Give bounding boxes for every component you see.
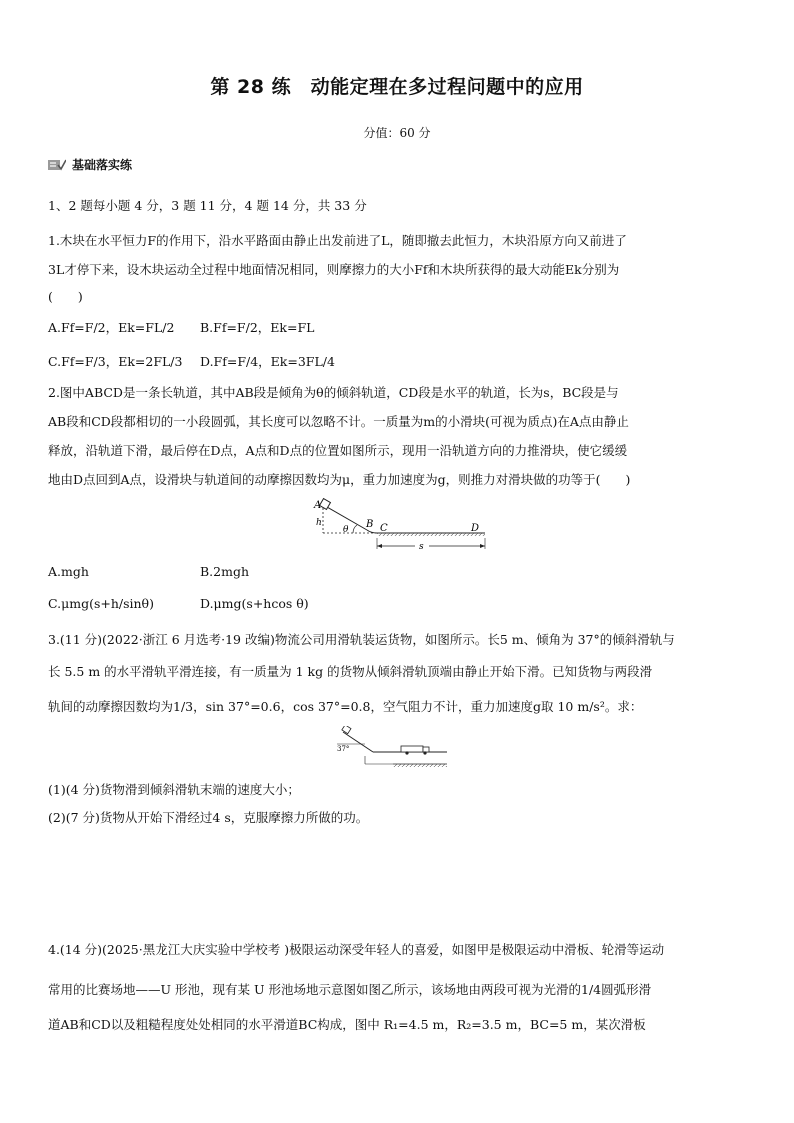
section-title: 基础落实练	[72, 158, 133, 172]
label-c: C	[380, 523, 388, 534]
q3-line3: 轨间的动摩擦因数均为1/3，sin 37°=0.6，cos 37°=0.8，空气阻力不计，重力加速度g取 10 m/s²。求：	[48, 699, 643, 714]
q3-slide-diagram	[335, 726, 455, 770]
q1-option-d: D.Ff=F/4，Ek=3FL/4	[200, 354, 335, 369]
q4-line1: 4.(14 分)(2025·黑龙江大庆实验中学校考 )极限运动深受年轻人的喜爱，如图甲是极限运动中滑板、轮滑等运动	[48, 942, 665, 957]
q1-line1: 1.木块在水平恒力F的作用下，沿水平路面由静止出发前进了L，随即撤去此恒力，木块沿原方向又前进了	[48, 233, 627, 248]
q2-option-b: B.2mgh	[200, 564, 250, 579]
label-h: h	[316, 518, 322, 528]
ground-hatch	[377, 533, 485, 536]
q2-option-c: C.μmg(s+h/sinθ)	[48, 596, 154, 611]
q1-option-a: A.Ff=F/2，Ek=FL/2	[48, 320, 175, 335]
q2-line1: 2.图中ABCD是一条长轨道，其中AB段是倾角为θ的倾斜轨道，CD段是水平的轨道，长为s，BC段是与	[48, 385, 619, 400]
label-s: s	[419, 542, 424, 552]
label-a: A	[314, 500, 322, 511]
q2-track-diagram	[305, 494, 495, 554]
q1-option-b: B.Ff=F/2，Ek=FL	[200, 320, 315, 335]
q2-line3: 释放，沿轨道下滑，最后停在D点，A点和D点的位置如图所示，现用一沿轨道方向的力推滑块，使它缓缓	[48, 443, 628, 458]
q3-sub2: (2)(7 分)货物从开始下滑经过4 s，克服摩擦力所做的功。	[48, 810, 369, 825]
q3-sub1: (1)(4 分)货物滑到倾斜滑轨末端的速度大小；	[48, 782, 300, 797]
label-theta: θ	[343, 525, 349, 535]
q4-line3: 道AB和CD以及粗糙程度处处相同的水平滑道BC构成，图中 R₁=4.5 m，R₂=3.5 m，BC=5 m，某次滑板	[48, 1017, 646, 1032]
q2-line4: 地由D点回到A点，设滑块与轨道间的动摩擦因数均为μ，重力加速度为g，则推力对滑块做的功等于( )	[48, 472, 631, 487]
q3-line1: 3.(11 分)(2022·浙江 6 月选考·19 改编)物流公司用滑轨装运货物，如图所示。长5 m、倾角为 37°的倾斜滑轨与	[48, 632, 675, 647]
label-b: B	[366, 519, 374, 530]
q1-line3: ( )	[48, 289, 83, 304]
page-title: 第 28 练 动能定理在多过程问题中的应用	[210, 76, 584, 98]
angle-label: 37°	[337, 745, 350, 753]
checklist-icon	[48, 159, 66, 171]
truck	[401, 746, 423, 752]
label-d: D	[471, 523, 480, 534]
q2-option-a: A.mgh	[48, 564, 89, 579]
q2-option-d: D.μmg(s+hcos θ)	[200, 596, 309, 611]
q4-line2: 常用的比赛场地——U 形池，现有某 U 形池场地示意图如图乙所示，该场地由两段可视为光滑的1/4圆弧形滑	[48, 982, 652, 997]
angle-arc	[353, 525, 357, 533]
q3-line2: 长 5.5 m 的水平滑轨平滑连接，有一质量为 1 kg 的货物从倾斜滑轨顶端由静止开始下滑。已知货物与两段滑	[48, 664, 653, 679]
score-note: 1、2 题每小题 4 分，3 题 11 分，4 题 14 分，共 33 分	[48, 198, 367, 213]
q1-line2: 3L才停下来，设木块运动全过程中地面情况相同，则摩擦力的大小Ff和木块所获得的最大动能Ek分别为	[48, 262, 620, 277]
q2-line2: AB段和CD段都相切的一小段圆弧，其长度可以忽略不计。一质量为m的小滑块(可视为质点)在A点由静止	[48, 414, 629, 429]
section-header	[48, 156, 132, 173]
q1-option-c: C.Ff=F/3，Ek=2FL/3	[48, 354, 183, 369]
arc-bc	[367, 530, 377, 533]
score-label: 分值：60 分	[363, 126, 431, 140]
